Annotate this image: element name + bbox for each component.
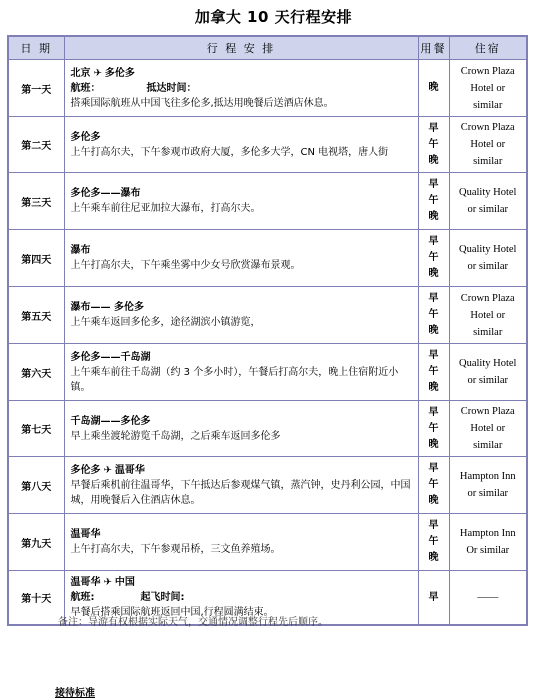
- page-title: 加拿大 10 天行程安排: [194, 8, 353, 26]
- hotel-line: similar: [473, 99, 503, 111]
- hotel-line: similar: [473, 156, 503, 167]
- route-title: [71, 463, 414, 478]
- route-destination: 中国: [114, 577, 135, 588]
- hotel-line: similar: [473, 326, 503, 338]
- meal-item: 晚: [428, 268, 439, 279]
- plan-cell: [64, 60, 418, 117]
- flight-info: [71, 81, 414, 96]
- plan-description: 搭乘国际航班从中国飞往多伦多,抵达用晚餐后送酒店休息。: [70, 97, 334, 109]
- day-cell: 第三天: [8, 173, 64, 230]
- hotel-line: Crown Plaza: [460, 65, 515, 77]
- table-row: [8, 173, 527, 230]
- table-row: [8, 344, 527, 401]
- route-origin: 多伦多: [70, 464, 101, 476]
- route-title: 瀑布: [70, 245, 91, 256]
- meal-item: 午: [428, 138, 439, 150]
- hotel-line: Hampton Inn: [459, 528, 516, 539]
- plan-cell: [64, 514, 418, 571]
- hotel-line: or similar: [467, 204, 509, 215]
- meal-item: 午: [428, 309, 439, 320]
- route-title: [71, 575, 414, 590]
- plan-description: 早餐后搭乘国际航班返回中国,行程圆满结束。: [70, 607, 274, 618]
- plan-cell: [64, 173, 418, 230]
- plan-description: 上午打高尔夫，下午参观吊桥，三文鱼养殖场。: [70, 544, 281, 555]
- route-title: 温哥华: [70, 529, 101, 540]
- meal-cell: [418, 60, 449, 117]
- table-row: [8, 60, 527, 117]
- plan-cell: [64, 117, 418, 173]
- meal-item: 晚: [428, 82, 439, 93]
- hotel-line: Quality Hotel: [459, 187, 517, 198]
- meal-item: 午: [428, 479, 439, 490]
- hotel-line: Hotel or: [470, 82, 506, 94]
- meal-item: 早: [428, 293, 439, 304]
- hotel-cell: [449, 514, 527, 571]
- hotel-cell: [449, 287, 527, 344]
- meal-item: 早: [428, 350, 439, 361]
- day-cell: 第五天: [8, 287, 64, 344]
- hotel-line: Hotel or: [470, 423, 506, 434]
- table-header-row: [8, 36, 527, 60]
- route-origin: 北京: [70, 67, 91, 79]
- route-origin: 温哥华: [70, 577, 101, 588]
- hotel-line: Hotel or: [470, 139, 506, 150]
- hotel-line: Crown Plaza: [460, 122, 515, 133]
- hotel-cell: [449, 457, 527, 514]
- header-meal: 用餐: [418, 36, 449, 60]
- meal-item: 晚: [428, 325, 439, 336]
- hotel-line: Crown Plaza: [460, 292, 515, 304]
- hotel-line: similar: [473, 440, 503, 451]
- meal-cell: [418, 401, 449, 457]
- time-label: 起飞时间:: [140, 592, 185, 603]
- itinerary-table: [7, 35, 528, 626]
- meal-item: 午: [428, 252, 439, 263]
- day-cell: 第六天: [8, 344, 64, 401]
- flight-info: [71, 590, 414, 605]
- hotel-line: Quality Hotel: [459, 244, 517, 255]
- meal-cell: [418, 117, 449, 173]
- time-label: 抵达时间：: [146, 82, 197, 94]
- plan-description: 上午打高尔夫，下午参观市政府大厦，多伦多大学，CN 电视塔，唐人街: [70, 146, 389, 158]
- flight-label: 航班：: [70, 82, 101, 94]
- day-cell: 第二天: [8, 117, 64, 173]
- hotel-cell: [449, 117, 527, 173]
- route-title: [71, 66, 414, 81]
- day-cell: 第八天: [8, 457, 64, 514]
- meal-cell: [418, 457, 449, 514]
- meal-item: 早: [428, 463, 439, 474]
- table-row: [8, 117, 527, 173]
- hotel-line: Or similar: [466, 545, 510, 556]
- hotel-line: or similar: [467, 261, 509, 272]
- route-title: 多伦多——瀑布: [70, 188, 141, 199]
- hotel-cell: [449, 401, 527, 457]
- day-cell: 第七天: [8, 401, 64, 457]
- meal-cell: [418, 230, 449, 287]
- meal-item: 午: [428, 536, 439, 547]
- meal-item: 晚: [428, 382, 439, 393]
- plan-cell: [64, 344, 418, 401]
- hotel-line: Hampton Inn: [459, 471, 516, 482]
- header-day: 日 期: [8, 36, 64, 60]
- hotel-line: Hotel or: [470, 309, 506, 321]
- plan-description: 早餐后乘机前往温哥华，下午抵达后参观煤气镇，蒸汽钟，史丹利公园，中国城，用晚餐后入住酒店休息。: [70, 479, 411, 506]
- table-row: [8, 514, 527, 571]
- meal-cell: [418, 514, 449, 571]
- section-heading-standard: 接待标准: [55, 688, 95, 699]
- hotel-line: ——: [477, 592, 499, 603]
- meal-item: 晚: [428, 495, 439, 506]
- hotel-line: Crown Plaza: [460, 406, 515, 417]
- meal-item: 晚: [428, 438, 439, 450]
- route-title: 多伦多——千岛湖: [70, 351, 151, 363]
- plane-icon: ✈: [103, 464, 112, 476]
- meal-item: 早: [428, 179, 439, 190]
- route-title: 瀑布—— 多伦多: [70, 302, 144, 313]
- plan-description: 上午打高尔夫，下午乘坐雾中少女号欣赏瀑布景观。: [70, 260, 301, 271]
- meal-cell: [418, 571, 449, 626]
- day-cell: 第一天: [8, 60, 64, 117]
- meal-cell: [418, 287, 449, 344]
- day-cell: 第四天: [8, 230, 64, 287]
- table-row: [8, 287, 527, 344]
- day-cell: 第九天: [8, 514, 64, 571]
- plane-icon: ✈: [103, 577, 112, 588]
- plan-cell: [64, 287, 418, 344]
- route-title: 千岛湖——多伦多: [70, 415, 151, 427]
- plan-cell: [64, 230, 418, 287]
- header-plan: 行 程 安 排: [64, 36, 418, 60]
- meal-cell: [418, 344, 449, 401]
- plan-description: 早上乘坐渡轮游览千岛湖，之后乘车返回多伦多: [70, 430, 281, 442]
- meal-item: 早: [428, 520, 439, 531]
- hotel-cell: [449, 344, 527, 401]
- meal-item: 晚: [428, 552, 439, 563]
- meal-item: 午: [428, 366, 439, 377]
- hotel-cell: [449, 571, 527, 626]
- day-cell: 第十天: [8, 571, 64, 626]
- flight-label: 航班:: [70, 592, 95, 603]
- plan-description: 上午乘车前往尼亚加拉大瀑布，打高尔夫。: [70, 203, 261, 214]
- hotel-cell: [449, 230, 527, 287]
- table-row: [8, 230, 527, 287]
- route-title: 多伦多: [70, 131, 101, 143]
- meal-item: 午: [428, 422, 439, 434]
- hotel-line: or similar: [467, 375, 509, 386]
- table-row: [8, 401, 527, 457]
- meal-item: 早: [428, 122, 439, 134]
- route-destination: 温哥华: [114, 464, 145, 476]
- meal-item: 午: [428, 195, 439, 206]
- plan-cell: [64, 457, 418, 514]
- hotel-line: or similar: [467, 488, 509, 499]
- route-destination: 多伦多: [104, 67, 135, 79]
- plan-description: 上午乘车前往千岛湖（约 3 个多小时），午餐后打高尔夫，晚上住宿附近小镇。: [70, 366, 399, 393]
- plan-cell: [64, 401, 418, 457]
- meal-cell: [418, 173, 449, 230]
- plan-description: 上午乘车返回多伦多，途径湖滨小镇游览，: [70, 317, 261, 328]
- hotel-cell: [449, 60, 527, 117]
- header-hotel: 住宿: [449, 36, 527, 60]
- hotel-line: Quality Hotel: [459, 358, 517, 369]
- meal-item: 早: [428, 236, 439, 247]
- meal-item: 早: [428, 591, 439, 603]
- meal-item: 早: [428, 406, 439, 418]
- meal-item: 晚: [428, 211, 439, 222]
- footnote: 备注：导游有权根据实际天气，交通情况调整行程先后顺序。: [58, 617, 328, 628]
- meal-item: 晚: [428, 154, 439, 166]
- hotel-cell: [449, 173, 527, 230]
- plane-icon: ✈: [93, 67, 102, 79]
- table-row: [8, 457, 527, 514]
